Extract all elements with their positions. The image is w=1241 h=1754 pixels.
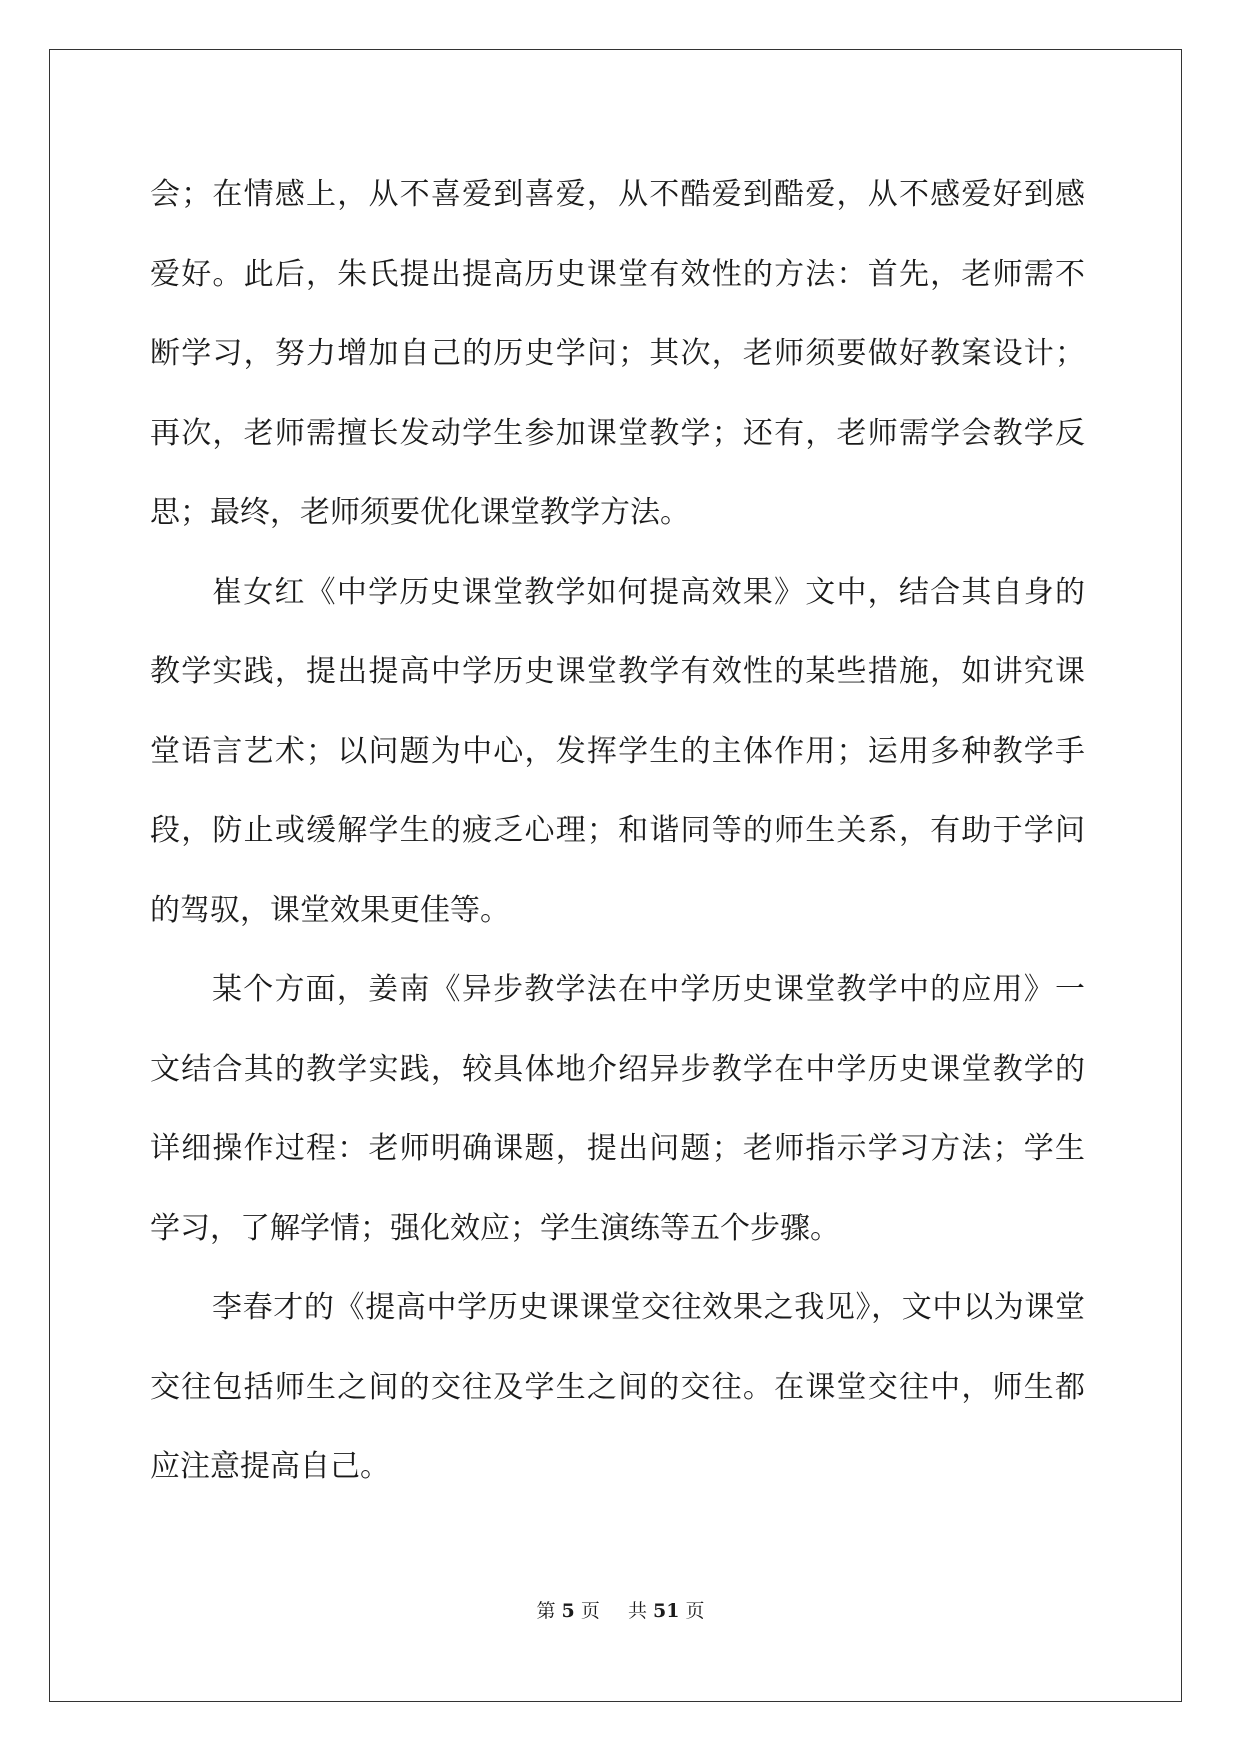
text-line: 应注意提高自己。 [150,1449,390,1484]
text-line: 会；在情感上，从不喜爱到喜爱，从不酷爱到酷爱，从不感爱好到感 [150,177,1085,212]
text-line: 交往包括师生之间的交往及学生之间的交往。在课堂交往中，师生都 [150,1369,1085,1405]
text-line: 文结合其的教学实践，较具体地介绍异步教学在中学历史课堂教学的 [150,1051,1085,1087]
paragraph-first-line: 李春才的《提高中学历史课课堂交往效果之我见》，文中以为课堂 [212,1290,1085,1325]
text-line: 学习，了解学情；强化效应；学生演练等五个步骤。 [150,1210,840,1246]
paragraph-first-line: 某个方面，姜南《异步教学法在中学历史课堂教学中的应用》一 [212,972,1085,1007]
text-line: 段，防止或缓解学生的疲乏心理；和谐同等的师生关系，有助于学问 [150,813,1085,848]
paragraph-first-line: 崔女红《中学历史课堂教学如何提高效果》文中，结合其自身的 [212,574,1085,610]
total-prefix: 共 [627,1600,647,1622]
page-prefix: 第 [536,1600,556,1622]
text-line: 爱好。此后，朱氏提出提高历史课堂有效性的方法：首先，老师需不 [150,256,1085,292]
total-pages: 51 [653,1600,680,1622]
page-footer [0,1599,1241,1623]
text-line: 详细操作过程：老师明确课题，提出问题；老师指示学习方法；学生 [150,1131,1085,1166]
page-suffix: 页 [580,1600,600,1622]
text-line: 教学实践，提出提高中学历史课堂教学有效性的某些措施，如讲究课 [150,654,1085,689]
text-line: 断学习，努力增加自己的历史学问；其次，老师须要做好教案设计； [150,336,1085,371]
text-line: 的驾驭，课堂效果更佳等。 [150,892,510,928]
text-line: 再次，老师需擅长发动学生参加课堂教学；还有，老师需学会教学反 [150,415,1085,451]
total-suffix: 页 [685,1600,705,1622]
document-body [150,155,1085,1507]
text-line: 堂语言艺术；以问题为中心，发挥学生的主体作用；运用多种教学手 [150,733,1085,769]
page-number: 5 [561,1600,575,1622]
text-line: 思；最终，老师须要优化课堂教学方法。 [150,495,690,530]
